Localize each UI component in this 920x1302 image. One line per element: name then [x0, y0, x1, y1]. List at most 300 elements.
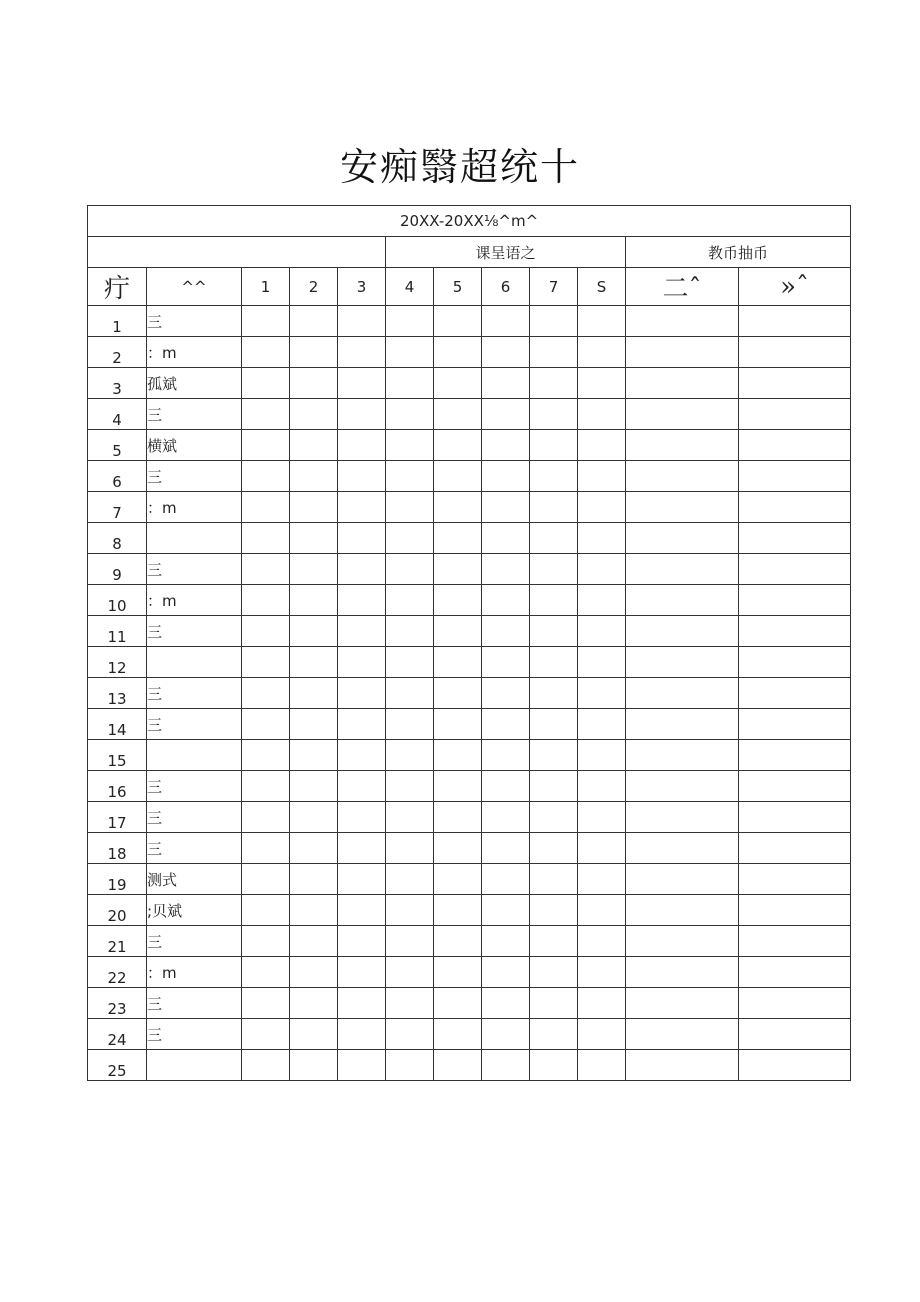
table-row	[88, 492, 851, 523]
empty-cell	[530, 1050, 578, 1081]
empty-cell	[626, 740, 739, 771]
empty-cell	[338, 399, 386, 430]
empty-cell	[578, 802, 626, 833]
table-row	[88, 647, 851, 678]
empty-cell	[242, 337, 290, 368]
empty-cell	[434, 957, 482, 988]
empty-cell	[482, 306, 530, 337]
empty-cell	[578, 523, 626, 554]
attendance-table	[87, 205, 851, 1081]
empty-cell	[578, 554, 626, 585]
empty-cell	[482, 368, 530, 399]
empty-cell	[242, 399, 290, 430]
empty-cell	[338, 585, 386, 616]
group-header-blank	[88, 237, 386, 268]
empty-cell	[242, 988, 290, 1019]
empty-cell	[578, 430, 626, 461]
empty-cell	[739, 802, 851, 833]
page-title: 安痴翳超统十	[339, 145, 580, 189]
empty-cell	[242, 895, 290, 926]
empty-cell	[386, 461, 434, 492]
row-number: 12	[88, 647, 147, 678]
empty-cell	[578, 988, 626, 1019]
empty-cell	[482, 461, 530, 492]
empty-cell	[530, 430, 578, 461]
empty-cell	[386, 523, 434, 554]
empty-cell	[530, 647, 578, 678]
row-subject: 测式	[147, 864, 242, 895]
empty-cell	[739, 616, 851, 647]
empty-cell	[482, 647, 530, 678]
empty-cell	[434, 833, 482, 864]
empty-cell	[386, 833, 434, 864]
empty-cell	[739, 430, 851, 461]
empty-cell	[626, 957, 739, 988]
empty-cell	[242, 802, 290, 833]
empty-cell	[578, 678, 626, 709]
col-header-total-b: »ˆ	[739, 268, 851, 306]
row-subject: 三	[147, 1019, 242, 1050]
empty-cell	[242, 647, 290, 678]
empty-cell	[739, 988, 851, 1019]
empty-cell	[739, 678, 851, 709]
empty-cell	[530, 864, 578, 895]
empty-cell	[434, 678, 482, 709]
empty-cell	[530, 368, 578, 399]
empty-cell	[386, 1050, 434, 1081]
empty-cell	[434, 1050, 482, 1081]
empty-cell	[242, 461, 290, 492]
empty-cell	[386, 678, 434, 709]
empty-cell	[386, 306, 434, 337]
empty-cell	[530, 399, 578, 430]
empty-cell	[739, 461, 851, 492]
empty-cell	[290, 585, 338, 616]
empty-cell	[739, 399, 851, 430]
empty-cell	[242, 554, 290, 585]
empty-cell	[290, 306, 338, 337]
empty-cell	[242, 864, 290, 895]
table-row	[88, 430, 851, 461]
table-row	[88, 957, 851, 988]
col-header-4: 4	[386, 268, 434, 306]
table-row	[88, 771, 851, 802]
empty-cell	[386, 492, 434, 523]
col-header-8: S	[578, 268, 626, 306]
empty-cell	[290, 802, 338, 833]
empty-cell	[386, 988, 434, 1019]
empty-cell	[338, 864, 386, 895]
empty-cell	[626, 678, 739, 709]
empty-cell	[290, 523, 338, 554]
empty-cell	[578, 864, 626, 895]
col-header-1: 1	[242, 268, 290, 306]
row-subject: 三	[147, 926, 242, 957]
row-number: 1	[88, 306, 147, 337]
empty-cell	[242, 1050, 290, 1081]
empty-cell	[578, 306, 626, 337]
empty-cell	[242, 678, 290, 709]
row-number: 21	[88, 926, 147, 957]
empty-cell	[434, 616, 482, 647]
empty-cell	[626, 523, 739, 554]
empty-cell	[530, 554, 578, 585]
empty-cell	[739, 864, 851, 895]
empty-cell	[338, 306, 386, 337]
col-header-total-a: 二ˆ	[626, 268, 739, 306]
empty-cell	[386, 771, 434, 802]
empty-cell	[386, 554, 434, 585]
table-row	[88, 1019, 851, 1050]
col-header-6: 6	[482, 268, 530, 306]
empty-cell	[482, 864, 530, 895]
empty-cell	[578, 492, 626, 523]
empty-cell	[530, 771, 578, 802]
empty-cell	[578, 740, 626, 771]
empty-cell	[338, 337, 386, 368]
empty-cell	[338, 802, 386, 833]
empty-cell	[739, 306, 851, 337]
empty-cell	[482, 492, 530, 523]
empty-cell	[739, 771, 851, 802]
empty-cell	[739, 926, 851, 957]
empty-cell	[626, 771, 739, 802]
row-number: 23	[88, 988, 147, 1019]
empty-cell	[626, 895, 739, 926]
empty-cell	[482, 399, 530, 430]
empty-cell	[290, 492, 338, 523]
row-number: 9	[88, 554, 147, 585]
empty-cell	[434, 430, 482, 461]
empty-cell	[530, 678, 578, 709]
empty-cell	[530, 957, 578, 988]
empty-cell	[386, 802, 434, 833]
empty-cell	[626, 430, 739, 461]
row-number: 10	[88, 585, 147, 616]
table-row	[88, 461, 851, 492]
empty-cell	[739, 1019, 851, 1050]
empty-cell	[626, 492, 739, 523]
empty-cell	[338, 368, 386, 399]
empty-cell	[626, 647, 739, 678]
empty-cell	[626, 399, 739, 430]
empty-cell	[626, 585, 739, 616]
empty-cell	[434, 895, 482, 926]
empty-cell	[482, 678, 530, 709]
empty-cell	[578, 957, 626, 988]
table-body	[88, 206, 851, 1081]
empty-cell	[530, 492, 578, 523]
row-subject: 三	[147, 771, 242, 802]
empty-cell	[386, 337, 434, 368]
row-number: 16	[88, 771, 147, 802]
empty-cell	[242, 368, 290, 399]
empty-cell	[338, 1019, 386, 1050]
row-subject: ;贝斌	[147, 895, 242, 926]
empty-cell	[338, 771, 386, 802]
empty-cell	[434, 306, 482, 337]
table-row	[88, 399, 851, 430]
empty-cell	[482, 771, 530, 802]
empty-cell	[290, 740, 338, 771]
table-row	[88, 616, 851, 647]
table-row	[88, 368, 851, 399]
empty-cell	[482, 709, 530, 740]
col-header-3: 3	[338, 268, 386, 306]
row-number: 17	[88, 802, 147, 833]
row-number: 13	[88, 678, 147, 709]
empty-cell	[434, 864, 482, 895]
empty-cell	[290, 1050, 338, 1081]
empty-cell	[578, 368, 626, 399]
empty-cell	[530, 926, 578, 957]
empty-cell	[578, 461, 626, 492]
row-number: 8	[88, 523, 147, 554]
table-row	[88, 523, 851, 554]
empty-cell	[578, 926, 626, 957]
empty-cell	[578, 585, 626, 616]
empty-cell	[578, 337, 626, 368]
empty-cell	[482, 430, 530, 461]
empty-cell	[386, 895, 434, 926]
row-number: 5	[88, 430, 147, 461]
table-row	[88, 709, 851, 740]
empty-cell	[530, 337, 578, 368]
empty-cell	[626, 802, 739, 833]
table-row	[88, 895, 851, 926]
col-header-7: 7	[530, 268, 578, 306]
empty-cell	[242, 740, 290, 771]
empty-cell	[338, 709, 386, 740]
empty-cell	[338, 461, 386, 492]
row-number: 7	[88, 492, 147, 523]
row-number: 11	[88, 616, 147, 647]
empty-cell	[338, 430, 386, 461]
empty-cell	[482, 554, 530, 585]
empty-cell	[338, 554, 386, 585]
empty-cell	[626, 926, 739, 957]
empty-cell	[434, 492, 482, 523]
row-subject: 三	[147, 988, 242, 1019]
empty-cell	[578, 709, 626, 740]
table-row	[88, 802, 851, 833]
empty-cell	[290, 957, 338, 988]
empty-cell	[242, 585, 290, 616]
row-subject: 三	[147, 709, 242, 740]
col-header-index: 疔	[88, 268, 147, 306]
empty-cell	[290, 430, 338, 461]
row-subject: 三	[147, 306, 242, 337]
empty-cell	[338, 895, 386, 926]
empty-cell	[434, 709, 482, 740]
empty-cell	[242, 771, 290, 802]
empty-cell	[482, 337, 530, 368]
empty-cell	[739, 368, 851, 399]
empty-cell	[386, 926, 434, 957]
empty-cell	[386, 740, 434, 771]
empty-cell	[626, 337, 739, 368]
row-subject: 横斌	[147, 430, 242, 461]
empty-cell	[578, 616, 626, 647]
empty-cell	[739, 709, 851, 740]
empty-cell	[434, 1019, 482, 1050]
empty-cell	[530, 895, 578, 926]
row-subject	[147, 647, 242, 678]
empty-cell	[290, 1019, 338, 1050]
row-subject: 孤斌	[147, 368, 242, 399]
empty-cell	[242, 709, 290, 740]
empty-cell	[530, 585, 578, 616]
table-row	[88, 585, 851, 616]
empty-cell	[626, 1019, 739, 1050]
empty-cell	[242, 523, 290, 554]
column-header-row	[88, 268, 851, 306]
empty-cell	[386, 585, 434, 616]
empty-cell	[578, 647, 626, 678]
empty-cell	[626, 709, 739, 740]
empty-cell	[338, 926, 386, 957]
row-number: 14	[88, 709, 147, 740]
empty-cell	[434, 554, 482, 585]
row-subject: 三	[147, 616, 242, 647]
empty-cell	[530, 988, 578, 1019]
table-row	[88, 988, 851, 1019]
row-number: 18	[88, 833, 147, 864]
empty-cell	[290, 678, 338, 709]
table-row	[88, 1050, 851, 1081]
empty-cell	[434, 771, 482, 802]
table-banner: 20XX-20XX⅛^m^	[88, 206, 851, 237]
group-header-row	[88, 237, 851, 268]
empty-cell	[578, 771, 626, 802]
table-row	[88, 678, 851, 709]
empty-cell	[290, 368, 338, 399]
empty-cell	[626, 368, 739, 399]
row-subject	[147, 1050, 242, 1081]
group-header-left: 课呈语之	[386, 237, 626, 268]
empty-cell	[739, 1050, 851, 1081]
empty-cell	[626, 554, 739, 585]
row-number: 19	[88, 864, 147, 895]
empty-cell	[626, 616, 739, 647]
empty-cell	[290, 926, 338, 957]
col-header-5: 5	[434, 268, 482, 306]
group-header-right: 教币抽币	[626, 237, 851, 268]
table-row	[88, 554, 851, 585]
empty-cell	[290, 833, 338, 864]
row-subject: ：m	[147, 492, 242, 523]
empty-cell	[386, 616, 434, 647]
empty-cell	[739, 647, 851, 678]
empty-cell	[338, 957, 386, 988]
empty-cell	[626, 1050, 739, 1081]
empty-cell	[434, 368, 482, 399]
empty-cell	[242, 957, 290, 988]
empty-cell	[290, 709, 338, 740]
empty-cell	[739, 523, 851, 554]
empty-cell	[386, 430, 434, 461]
empty-cell	[434, 337, 482, 368]
empty-cell	[482, 1050, 530, 1081]
empty-cell	[386, 864, 434, 895]
banner-row	[88, 206, 851, 237]
table-row	[88, 740, 851, 771]
empty-cell	[482, 616, 530, 647]
row-number: 6	[88, 461, 147, 492]
empty-cell	[434, 585, 482, 616]
empty-cell	[739, 957, 851, 988]
row-number: 2	[88, 337, 147, 368]
row-subject	[147, 523, 242, 554]
empty-cell	[626, 833, 739, 864]
empty-cell	[530, 833, 578, 864]
empty-cell	[290, 554, 338, 585]
empty-cell	[386, 957, 434, 988]
empty-cell	[434, 740, 482, 771]
empty-cell	[290, 895, 338, 926]
empty-cell	[626, 461, 739, 492]
empty-cell	[434, 399, 482, 430]
row-subject: 三	[147, 461, 242, 492]
row-subject: 三	[147, 399, 242, 430]
table-row	[88, 306, 851, 337]
empty-cell	[386, 399, 434, 430]
empty-cell	[434, 523, 482, 554]
empty-cell	[434, 926, 482, 957]
empty-cell	[578, 895, 626, 926]
empty-cell	[242, 306, 290, 337]
row-subject: ：m	[147, 957, 242, 988]
empty-cell	[626, 306, 739, 337]
empty-cell	[482, 523, 530, 554]
empty-cell	[739, 337, 851, 368]
col-header-subject: ^^	[147, 268, 242, 306]
empty-cell	[290, 771, 338, 802]
row-subject: ：m	[147, 585, 242, 616]
empty-cell	[386, 368, 434, 399]
empty-cell	[739, 492, 851, 523]
empty-cell	[338, 647, 386, 678]
row-subject	[147, 740, 242, 771]
empty-cell	[242, 1019, 290, 1050]
empty-cell	[338, 833, 386, 864]
row-subject: 三	[147, 802, 242, 833]
empty-cell	[434, 647, 482, 678]
empty-cell	[338, 616, 386, 647]
table-row	[88, 833, 851, 864]
row-subject: 三	[147, 678, 242, 709]
row-number: 22	[88, 957, 147, 988]
empty-cell	[739, 833, 851, 864]
empty-cell	[578, 1019, 626, 1050]
empty-cell	[338, 1050, 386, 1081]
empty-cell	[482, 926, 530, 957]
empty-cell	[242, 616, 290, 647]
empty-cell	[290, 461, 338, 492]
empty-cell	[386, 647, 434, 678]
empty-cell	[626, 988, 739, 1019]
empty-cell	[290, 988, 338, 1019]
empty-cell	[530, 709, 578, 740]
empty-cell	[482, 1019, 530, 1050]
empty-cell	[434, 461, 482, 492]
empty-cell	[530, 461, 578, 492]
empty-cell	[242, 926, 290, 957]
row-number: 25	[88, 1050, 147, 1081]
empty-cell	[386, 1019, 434, 1050]
row-subject: ：m	[147, 337, 242, 368]
empty-cell	[578, 833, 626, 864]
